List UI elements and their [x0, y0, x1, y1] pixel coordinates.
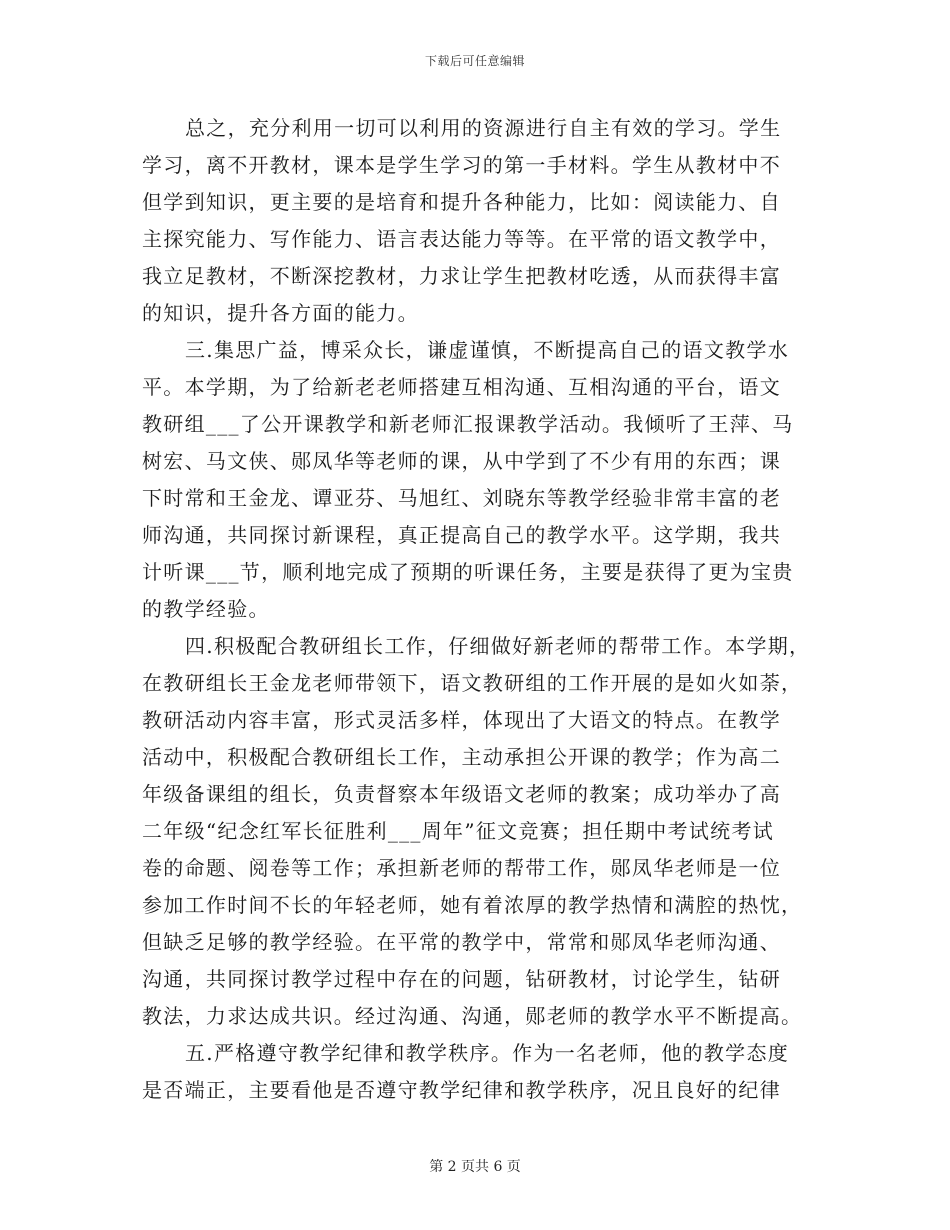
text-line: 是否端正，主要看他是否遵守教学纪律和教学秩序，况且良好的纪律 — [142, 1078, 781, 1102]
document-body — [142, 110, 817, 1109]
text-line: 我立足教材，不断深挖教材，力求让学生把教材吃透，从而获得丰富 — [142, 264, 781, 288]
text-line: 卷的命题、阅卷等工作；承担新老师的帮带工作，郧凤华老师是一位 — [142, 856, 781, 880]
text-line: 活动中，积极配合教研组长工作，主动承担公开课的教学；作为高二 — [142, 745, 781, 769]
text-line: 教研活动内容丰富，形式灵活多样，体现出了大语文的特点。在教学 — [142, 708, 781, 732]
text-line: 但缺乏足够的教学经验。在平常的教学中，常常和郧凤华老师沟通、 — [142, 930, 781, 954]
text-line: 沟通，共同探讨教学过程中存在的问题，钻研教材，讨论学生，钻研 — [142, 967, 781, 991]
text-line: 年级备课组的组长，负责督察本年级语文老师的教案；成功举办了高 — [142, 782, 781, 806]
text-line: 主探究能力、写作能力、语言表达能力等等。在平常的语文教学中， — [142, 227, 781, 251]
text-line: 下时常和王金龙、谭亚芬、马旭红、刘晓东等教学经验非常丰富的老 — [142, 486, 781, 510]
text-line: 二年级“纪念红军长征胜利___周年”征文竞赛；担任期中考试统考试 — [142, 819, 775, 843]
text-line: 在教研组长王金龙老师带领下，语文教研组的工作开展的是如火如荼， — [142, 671, 803, 695]
text-line: 教法，力求达成共识。经过沟通、沟通，郧老师的教学水平不断提高。 — [142, 1004, 803, 1028]
text-line: 树宏、马文侠、郧凤华等老师的课，从中学到了不少有用的东西；课 — [142, 449, 781, 473]
text-line: 的知识，提升各方面的能力。 — [142, 301, 419, 325]
text-line: 四.积极配合教研组长工作，仔细做好新老师的帮带工作。本学期， — [185, 634, 811, 658]
page-footer: 第 2 页共 6 页 — [429, 1159, 521, 1175]
text-line: 教研组___了公开课教学和新老师汇报课教学活动。我倾听了王萍、马 — [142, 412, 794, 436]
text-line: 三.集思广益，博采众长，谦虚谨慎，不断提高自己的语文教学水 — [185, 338, 790, 362]
text-line: 学习，离不开教材，课本是学生学习的第一手材料。学生从教材中不 — [142, 153, 781, 177]
text-line: 但学到知识，更主要的是培育和提升各种能力，比如：阅读能力、自 — [142, 190, 781, 214]
text-line: 总之，充分利用一切可以利用的资源进行自主有效的学习。学生 — [185, 116, 782, 140]
text-line: 平。本学期，为了给新老老师搭建互相沟通、互相沟通的平台，语文 — [142, 375, 781, 399]
page-header: 下载后可任意编辑 — [424, 54, 525, 68]
text-line: 师沟通，共同探讨新课程，真正提高自己的教学水平。这学期，我共 — [142, 523, 781, 547]
text-line: 五.严格遵守教学纪律和教学秩序。作为一名老师，他的教学态度 — [185, 1041, 790, 1065]
text-line: 参加工作时间不长的年轻老师，她有着浓厚的教学热情和满腔的热忱， — [142, 893, 803, 917]
text-line: 的教学经验。 — [142, 597, 270, 621]
text-line: 计听课___节，顺利地完成了预期的听课任务，主要是获得了更为宝贵 — [142, 560, 794, 584]
